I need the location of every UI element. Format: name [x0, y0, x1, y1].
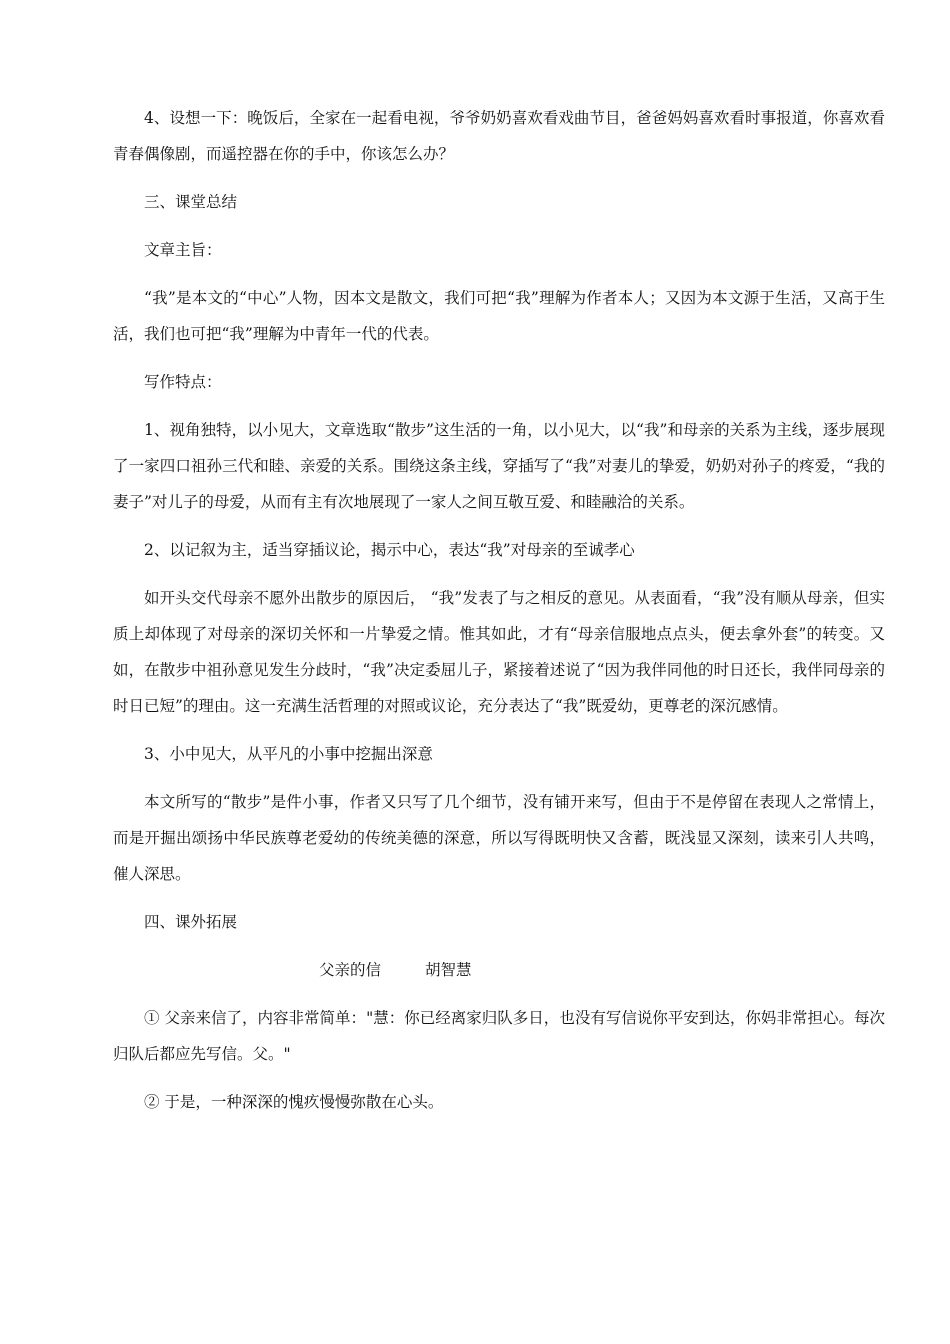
- section-heading-extension: 四、课外拓展: [144, 913, 238, 931]
- story-paragraph-2: ② 于是，一种深深的愧疚慢慢弥散在心头。: [144, 1093, 444, 1111]
- story-title-line: [113, 952, 885, 988]
- feature-2-body: 如开头交代母亲不愿外出散步的原因后， “我”发表了与之相反的意见。从表面看，“我”没有顺从母亲，但实质上却体现了对母亲的深切关怀和一片挚爱之情。惟其如此，才有“母亲信服地点点头，便去拿外套”的转变。又如，在散步中祖孙意见发生分歧时，“我”决定委屈儿子，紧接着述说了“因为我伴同他的时日还长，我伴同母亲的时日已短”的理由。这一充满生活哲理的对照或议论，充分表达了“我”既爱幼，更尊老的深沉感情。: [113, 589, 885, 715]
- feature-2-heading: 2、以记叙为主，适当穿插议论，揭示中心，表达“我”对母亲的至诚孝心: [144, 541, 635, 559]
- feature-1: 1、视角独特，以小见大，文章选取“散步”这生活的一角，以小见大，以“我”和母亲的关系为主线，逐步展现了一家四口祖孙三代和睦、亲爱的关系。围绕这条主线，穿插写了“我”对妻儿的挚爱，奶奶对孙子的疼爱，“我的妻子”对儿子的母爱，从而有主有次地展现了一家人之间互敬互爱、和睦融洽的关系。: [113, 421, 885, 511]
- document-page: [113, 100, 885, 1132]
- story-author: 胡智慧: [425, 961, 472, 979]
- story-paragraph-1: ① 父亲来信了，内容非常简单："慧：你已经离家归队多日，也没有写信说你平安到达，你妈非常担心。每次归队后都应先写信。父。": [113, 1009, 885, 1063]
- story-title: 父亲的信: [319, 961, 382, 979]
- subheading-theme: 文章主旨：: [144, 241, 222, 259]
- feature-3-heading: 3、小中见大，从平凡的小事中挖掘出深意: [144, 745, 433, 763]
- subheading-features: 写作特点：: [144, 373, 222, 391]
- question-4: 4、设想一下：晚饭后，全家在一起看电视，爷爷奶奶喜欢看戏曲节目，爸爸妈妈喜欢看时事报道，你喜欢看青春偶像剧，而遥控器在你的手中，你该怎么办？: [113, 109, 885, 163]
- section-heading-summary: 三、课堂总结: [144, 193, 238, 211]
- theme-paragraph: “我”是本文的“中心”人物，因本文是散文，我们可把“我”理解为作者本人；又因为本文源于生活，又高于生活，我们也可把“我”理解为中青年一代的代表。: [113, 289, 885, 343]
- feature-3-body: 本文所写的“散步”是件小事，作者又只写了几个细节，没有铺开来写，但由于不是停留在表现人之常情上，而是开掘出颂扬中华民族尊老爱幼的传统美德的深意，所以写得既明快又含蓄，既浅显又深刻，读来引人共鸣，催人深思。: [113, 793, 885, 883]
